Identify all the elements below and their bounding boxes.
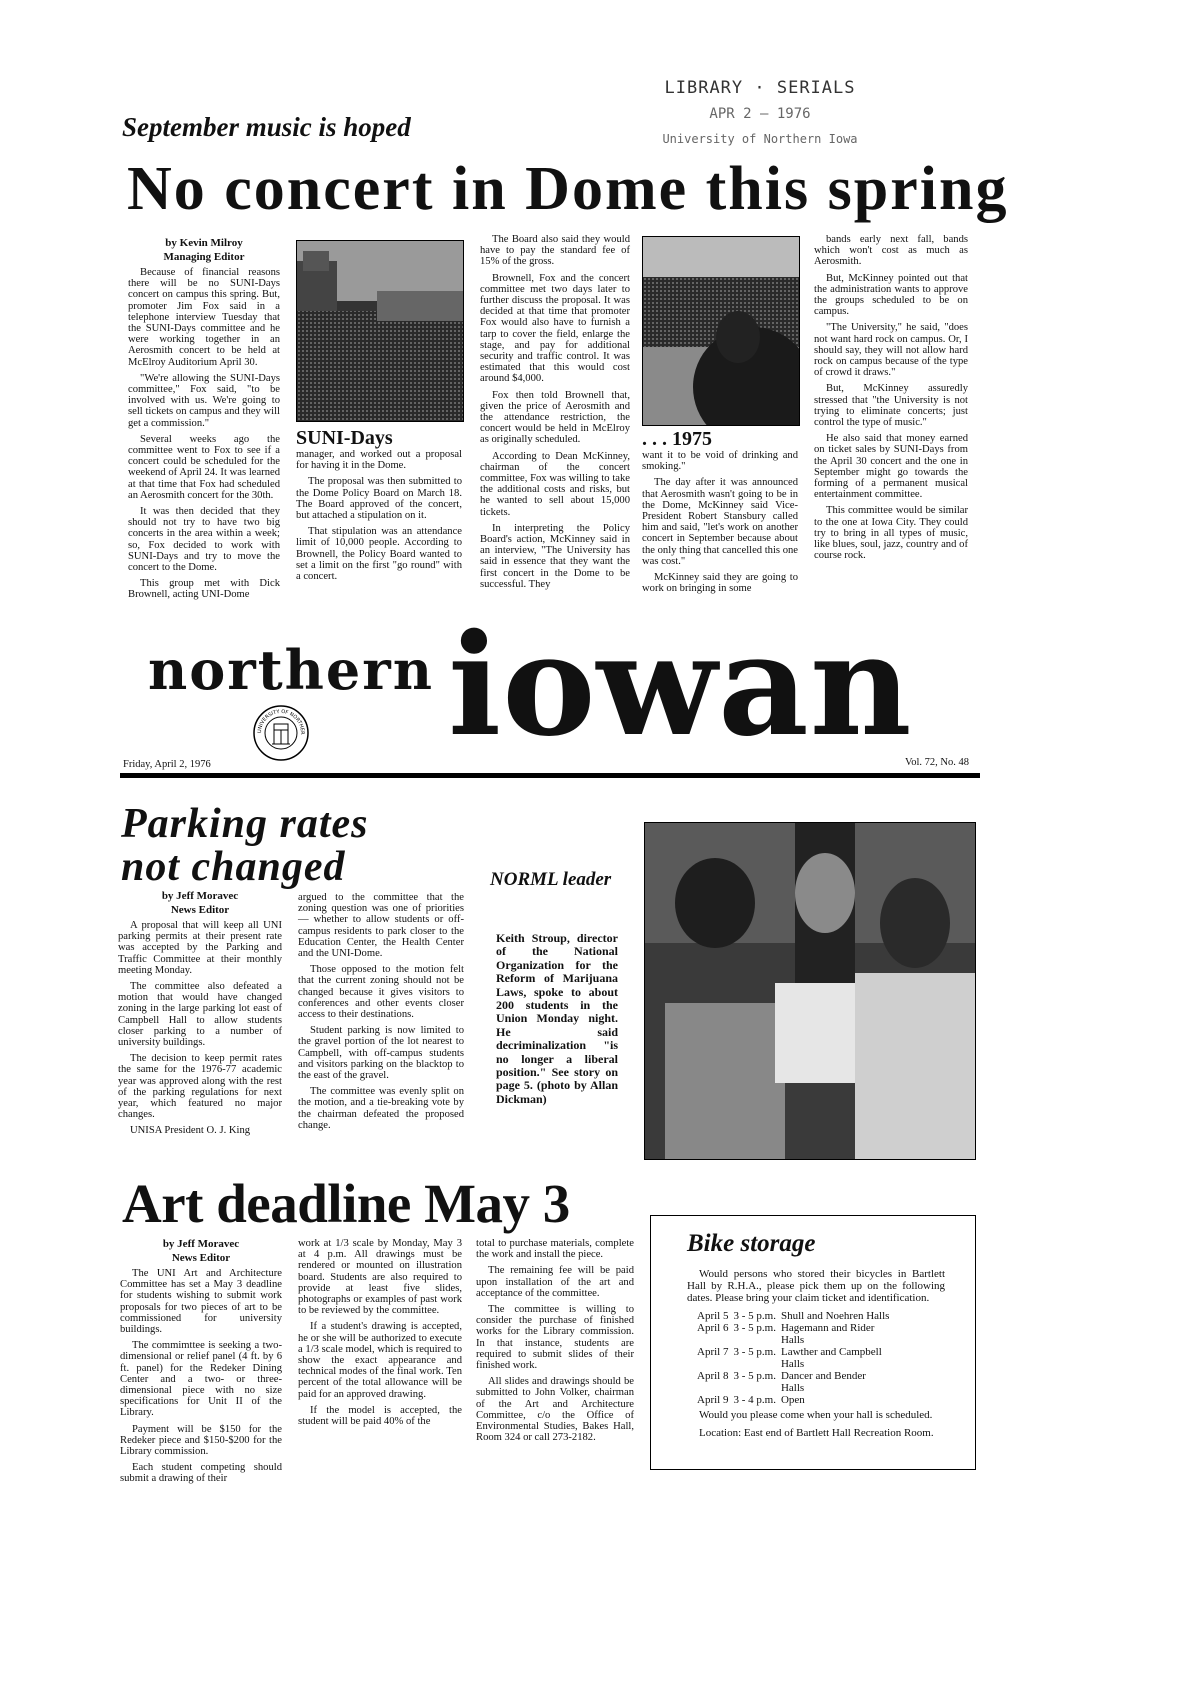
schedule-halls: Shull and Noehren Halls bbox=[780, 1310, 890, 1322]
schedule-time: 3 - 4 p.m. bbox=[733, 1394, 776, 1406]
concert-1975-photo bbox=[642, 236, 800, 426]
schedule-row bbox=[697, 1346, 896, 1370]
art-col-3 bbox=[476, 1238, 634, 1448]
byline-name: by Jeff Moravec bbox=[162, 1238, 240, 1250]
seal-text: UNIVERSITY OF NORTHER bbox=[256, 708, 306, 735]
paragraph: The commimttee is seeking a two-dimensional or relief panel (4 ft. by 6 ft. panel) for the Redeker Dining Center and a two- or three-dimensional piece with no size specifications for Unit II of the Library. bbox=[120, 1340, 282, 1419]
schedule-date: April 9 bbox=[697, 1394, 729, 1406]
paragraph: If a student's drawing is accepted, he or she will be authorized to execute a 1/3 scale model, which is required to show the exact appearance and technical modes of the final work. Ten percent of the total allowance will be paid for an approved drawing. bbox=[298, 1321, 462, 1400]
byline-title: News Editor bbox=[170, 904, 230, 916]
photo-caption-suni-days: SUNI-Days bbox=[296, 427, 393, 449]
masthead-iowan: iowan bbox=[448, 604, 913, 768]
paragraph: manager, and worked out a proposal for having it in the Dome. bbox=[296, 449, 462, 472]
schedule-date: April 7 bbox=[697, 1346, 729, 1358]
top-story-col-1 bbox=[128, 237, 280, 606]
bike-storage-location: Location: East end of Bartlett Hall Recreation Room. bbox=[699, 1427, 934, 1439]
paragraph: The committee is willing to consider the purchase of finished works for the Library commission. In that instance, students are required to submit slides of their finished work. bbox=[476, 1304, 634, 1372]
paragraph: In interpreting the Policy Board's action, McKinney said in an interview, "The University has said in essence that they want the first concert in the Dome to be successful. They bbox=[480, 522, 630, 590]
suni-days-photo bbox=[296, 240, 464, 422]
schedule-halls: Hagemann and Rider Halls bbox=[780, 1322, 875, 1346]
paragraph: UNISA President O. J. King bbox=[130, 1125, 251, 1137]
paragraph: McKinney said they are going to work on bringing in some bbox=[642, 572, 798, 595]
university-seal bbox=[252, 704, 310, 762]
art-col-2 bbox=[298, 1238, 462, 1432]
stamp-line-2: APR 2 — 1976 bbox=[709, 106, 811, 122]
stamp-line-1: LIBRARY · SERIALS bbox=[664, 78, 856, 98]
norml-title: NORML leader bbox=[490, 869, 612, 890]
paragraph: This committee would be similar to the one at Iowa City. They could try to bring in all types of music, like blues, soul, jazz, country and of course rock. bbox=[814, 505, 968, 562]
top-story-headline: No concert in Dome this spring bbox=[127, 155, 1009, 223]
parking-col-2 bbox=[298, 892, 464, 1136]
paragraph: Several weeks ago the committee went to Fox to see if a concert could be scheduled for the weekend of April 24. It was learned at that time that Fox had scheduled an Aerosmith concert for the 30th. bbox=[128, 433, 280, 501]
schedule-time: 3 - 5 p.m. bbox=[733, 1322, 776, 1334]
norml-caption: Keith Stroup, director of the National Organization for the Reform of Marijuana Laws, spoke to about 200 students in the Union Monday night. He said decriminalization "is no longer a liberal position." See story on page 5. (photo by Allan Dickman) bbox=[496, 931, 618, 1106]
paragraph: argued to the committee that the zoning question was one of priorities — whether to allow students or off-campus residents to park closer to the Education Center, the Health Center and the UNI-Dome. bbox=[298, 892, 464, 960]
schedule-time: 3 - 5 p.m. bbox=[733, 1310, 776, 1322]
paragraph: work at 1/3 scale by Monday, May 3 at 4 p.m. All drawings must be rendered or mounted on illustration board. Students are also required to provide at least five slides, photographs or examples of past work to be reviewed by the committee. bbox=[298, 1238, 462, 1317]
schedule-date: April 8 bbox=[697, 1370, 729, 1382]
paragraph: But, McKinney assuredly stressed that "the University is not trying to eliminate concerts; just control the type of music." bbox=[814, 383, 968, 429]
paragraph: Those opposed to the motion felt that the current zoning should not be changed because it gives visitors to conferences and other events closer access to their destinations. bbox=[298, 964, 464, 1021]
schedule-halls: Open bbox=[780, 1394, 805, 1406]
top-story-col-2 bbox=[296, 427, 462, 587]
paragraph: But, McKinney pointed out that the administration wants to approve the groups scheduled to be on campus. bbox=[814, 272, 968, 318]
top-story-col-3 bbox=[480, 234, 630, 595]
paragraph: That stipulation was an attendance limit of 10,000 people. According to Brownell, the Policy Board wanted to set a limit on the first "go round" with a concert. bbox=[296, 526, 462, 583]
paragraph: The UNI Art and Architecture Committee has set a May 3 deadline for students wishing to submit work proposals for two pieces of art to be commissioned for university buildings. bbox=[120, 1268, 282, 1336]
paragraph: The Board also said they would have to pay the standard fee of 15% of the gross. bbox=[480, 234, 630, 268]
paragraph: The committee also defeated a motion that would have changed zoning in the large parking lot east of Campbell Hall to allow students closer parking to a number of university buildings. bbox=[118, 981, 282, 1049]
paragraph: The proposal was then submitted to the Dome Policy Board on March 18. The Board approved of the concert, but attached a stipulation on it. bbox=[296, 476, 462, 522]
masthead-northern: northern bbox=[148, 638, 434, 702]
byline-name: by Jeff Moravec bbox=[161, 890, 239, 902]
stadium-image bbox=[643, 237, 799, 425]
schedule-date: April 5 bbox=[697, 1310, 729, 1322]
byline-title: News Editor bbox=[171, 1252, 231, 1264]
library-stamp bbox=[660, 78, 860, 146]
paragraph: Payment will be $150 for the Redeker piece and $150-$200 for the Library commission. bbox=[120, 1423, 282, 1458]
norml-crowd-image bbox=[645, 823, 975, 1159]
parking-headline-2: not changed bbox=[121, 844, 346, 890]
schedule-row bbox=[697, 1370, 896, 1394]
paragraph: Brownell, Fox and the concert committee met two days later to further discuss the proposal. It was decided at that time that promoter Fox would also have to furnish a tarp to cover the field, enlarge the stage, and pay for additional security and traffic control. It was estimated that this would cost around $4,000. bbox=[480, 272, 630, 385]
schedule-halls: Dancer and Bender Halls bbox=[780, 1370, 866, 1394]
paragraph: All slides and drawings should be submitted to John Volker, chairman of the Art and Architecture Committee, c/o the Office of Environmental Studies, Bakes Hall, Room 324 or call 273-2182. bbox=[476, 1376, 634, 1444]
byline-name: by Kevin Milroy bbox=[165, 237, 243, 249]
masthead-rule bbox=[120, 773, 980, 778]
bike-storage-note: Would you please come when your hall is scheduled. bbox=[699, 1409, 933, 1421]
paragraph: It was then decided that they should not try to have two big concerts in the area within a week; so, Fox decided to work with SUNI-Days and try to move the concert to the Dome. bbox=[128, 506, 280, 574]
paragraph: The remaining fee will be paid upon installation of the art and acceptance of the committee. bbox=[476, 1265, 634, 1299]
parking-headline-1: Parking rates bbox=[121, 801, 369, 847]
schedule-row bbox=[697, 1310, 896, 1322]
top-story-col-4 bbox=[642, 428, 798, 599]
paragraph: Each student competing should submit a drawing of their bbox=[120, 1462, 282, 1485]
top-story-col-5 bbox=[814, 234, 968, 566]
bike-storage-title: Bike storage bbox=[687, 1230, 816, 1257]
paragraph: "We're allowing the SUNI-Days committee," Fox said, "to be involved with us. We're going to sell tickets on campus and they will get a commission." bbox=[128, 372, 280, 429]
paragraph: Because of financial reasons there will be no SUNI-Days concert on campus this spring. But, promoter Jim Fox said in a telephone interview Tuesday that the SUNI-Days committee and he were working together in an Aerosmith concert to be held at McElroy Auditorium April 30. bbox=[128, 267, 280, 368]
paragraph: Student parking is now limited to the gravel portion of the lot nearest to Campbell, with off-campus students and visitors parking on the blacktop to the east of the gravel. bbox=[298, 1025, 464, 1082]
issue-date: Friday, April 2, 1976 bbox=[123, 759, 211, 770]
paragraph: This group met with Dick Brownell, acting UNI-Dome bbox=[128, 578, 280, 601]
bike-storage-box bbox=[650, 1215, 976, 1470]
schedule-row bbox=[697, 1322, 896, 1346]
paragraph: The decision to keep permit rates the same for the 1976-77 academic year was approved along with the rest of the parking regulations for next year, which featured no major changes. bbox=[118, 1053, 282, 1121]
paragraph: bands early next fall, bands which won't cost as much as Aerosmith. bbox=[814, 234, 968, 268]
schedule-halls: Lawther and Campbell Halls bbox=[780, 1346, 882, 1370]
schedule-row bbox=[697, 1394, 896, 1406]
byline-title: Managing Editor bbox=[163, 251, 245, 263]
paragraph: A proposal that will keep all UNI parking permits at their present rate was accepted by the Parking and Traffic Committee at their monthly meeting Monday. bbox=[118, 920, 282, 976]
paragraph: He also said that money earned on ticket sales by SUNI-Days from the April 30 concert and the one in September might go towards the forming of a permanent musical entertainment committee. bbox=[814, 433, 968, 501]
paragraph: The committee was evenly split on the motion, and a tie-breaking vote by the chairman defeated the proposed change. bbox=[298, 1086, 464, 1131]
schedule-date: April 6 bbox=[697, 1322, 729, 1334]
paragraph: "The University," he said, "does not want hard rock on campus. Or, I should say, they will not allow hard rock on campus because of the type of crowd it draws." bbox=[814, 322, 968, 379]
paragraph: want it to be void of drinking and smoking." bbox=[642, 450, 798, 473]
paragraph: The day after it was announced that Aerosmith wasn't going to be in the Dome, McKinney said Vice-President Robert Stansbury called him and said, "let's work on another concert in September because about the only thing that cancelled this one was cost." bbox=[642, 477, 798, 567]
art-col-1 bbox=[120, 1238, 282, 1490]
art-headline: Art deadline May 3 bbox=[122, 1173, 570, 1234]
paragraph: If the model is accepted, the student will be paid 40% of the bbox=[298, 1404, 462, 1428]
photo-caption-1975: . . . 1975 bbox=[642, 428, 712, 450]
paragraph: According to Dean McKinney, chairman of the concert committee, Fox was willing to take the additional costs and risks, but he wanted to sell about 15,000 tickets. bbox=[480, 450, 630, 518]
schedule-time: 3 - 5 p.m. bbox=[733, 1346, 776, 1358]
paragraph: Fox then told Brownell that, given the price of Aerosmith and the attendance restriction, the concert would be held in McElroy as originally scheduled. bbox=[480, 389, 630, 446]
norml-photo bbox=[644, 822, 976, 1160]
paragraph: total to purchase materials, complete the work and install the piece. bbox=[476, 1238, 634, 1261]
issue-volume: Vol. 72, No. 48 bbox=[905, 757, 969, 768]
pickup-schedule bbox=[697, 1310, 896, 1406]
top-story-kicker: September music is hoped bbox=[122, 112, 411, 142]
parking-col-1 bbox=[118, 890, 282, 1142]
crowd-image bbox=[297, 241, 463, 421]
bike-storage-intro: Would persons who stored their bicycles in Bartlett Hall by R.H.A., please pick them up on the following dates. Please bring your claim ticket and identification. bbox=[687, 1268, 945, 1304]
stamp-line-3: University of Northern Iowa bbox=[662, 132, 858, 146]
schedule-time: 3 - 5 p.m. bbox=[733, 1370, 776, 1382]
